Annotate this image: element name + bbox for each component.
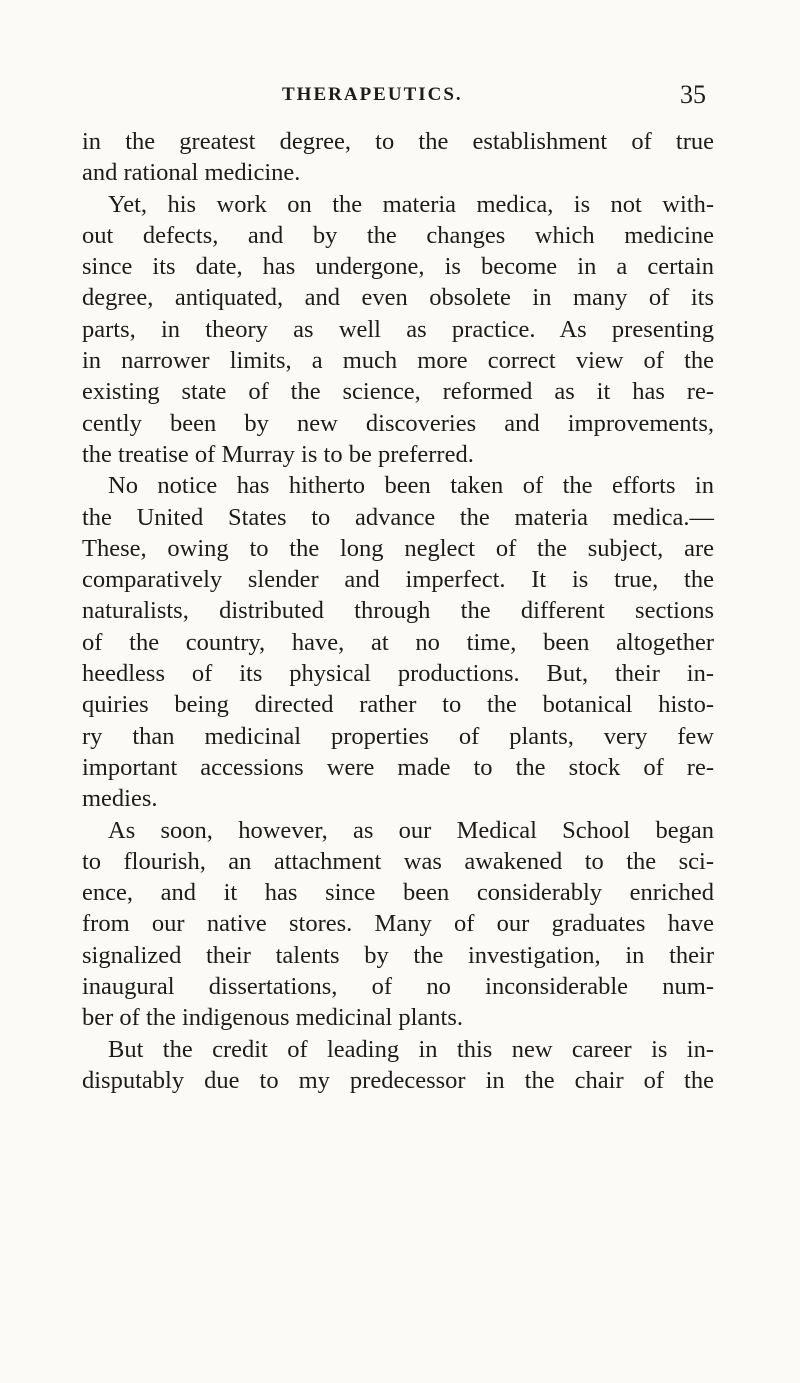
text-line: in the greatest degree, to the establishment of true <box>82 128 714 155</box>
page-header <box>0 80 800 114</box>
text-line: naturalists, distributed through the different sections <box>82 597 714 625</box>
page-number: 35 <box>680 80 706 109</box>
text-line: parts, in theory as well as practice. As presenting <box>82 315 714 343</box>
text-line: signalized their talents by the investigation, in their <box>82 941 714 969</box>
text-line: of the country, have, at no time, been altogether <box>82 628 714 656</box>
text-line: heedless of its physical productions. But, their in- <box>82 660 714 688</box>
text-line: cently been by new discoveries and improvements, <box>82 409 714 437</box>
text-line: the treatise of Murray is to be preferred. <box>82 440 474 468</box>
text-line: inaugural dissertations, of no inconsiderable num- <box>82 973 714 1001</box>
text-line: But the credit of leading in this new career is in- <box>108 1035 714 1063</box>
text-line: comparatively slender and imperfect. It is true, the <box>82 566 714 594</box>
text-line: Yet, his work on the materia medica, is not with- <box>108 190 714 218</box>
text-line: and rational medicine. <box>82 159 301 187</box>
text-line: As soon, however, as our Medical School began <box>108 816 714 844</box>
text-line: ence, and it has since been considerably enriched <box>82 879 714 907</box>
text-line: These, owing to the long neglect of the subject, are <box>82 534 714 562</box>
text-line: the United States to advance the materia medica.— <box>82 503 714 531</box>
body-text <box>82 126 714 1096</box>
text-line: important accessions were made to the stock of re- <box>82 753 714 781</box>
text-line: ry than medicinal properties of plants, very few <box>82 722 714 750</box>
text-line: quiries being directed rather to the botanical histo- <box>82 691 714 719</box>
text-line: disputably due to my predecessor in the chair of the <box>82 1066 714 1094</box>
text-line: medies. <box>82 785 158 813</box>
text-line: in narrower limits, a much more correct view of the <box>82 347 714 375</box>
text-line: since its date, has undergone, is become in a certain <box>82 253 714 281</box>
text-line: existing state of the science, reformed as it has re- <box>82 378 714 406</box>
text-line: No notice has hitherto been taken of the efforts in <box>108 472 714 500</box>
text-line: out defects, and by the changes which medicine <box>82 221 714 249</box>
text-line: degree, antiquated, and even obsolete in many of its <box>82 284 714 312</box>
text-line: ber of the indigenous medicinal plants. <box>82 1004 464 1032</box>
text-line: from our native stores. Many of our graduates have <box>82 910 714 938</box>
running-title: THERAPEUTICS. <box>282 84 463 105</box>
text-line: to flourish, an attachment was awakened to the sci- <box>82 847 714 875</box>
